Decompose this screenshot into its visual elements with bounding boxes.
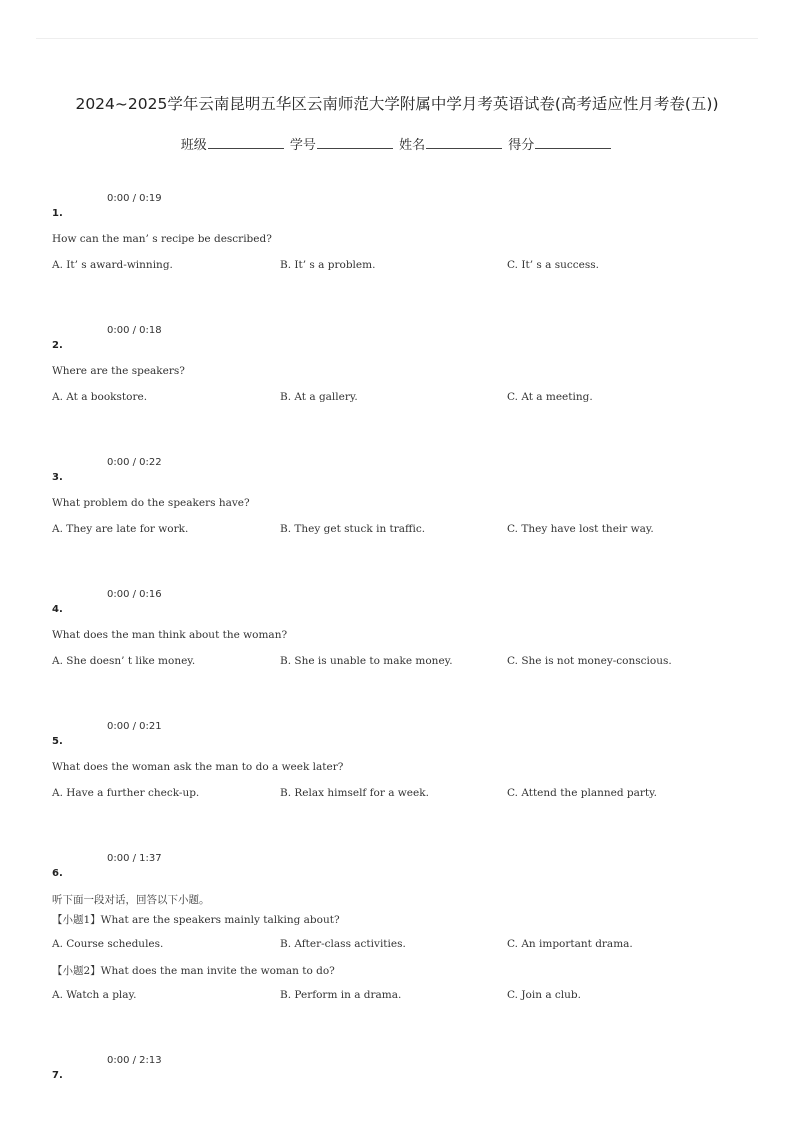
option-a: A. Have a further check-up. — [52, 787, 200, 799]
question-text: What problem do the speakers have? — [52, 497, 250, 509]
question-text: How can the man’ s recipe be described? — [52, 233, 272, 245]
audio-timestamp[interactable]: 0:00 / 1:37 — [107, 853, 162, 864]
question-text: What does the man think about the woman? — [52, 629, 288, 641]
option-b: B. Relax himself for a week. — [280, 787, 429, 799]
class-blank[interactable] — [208, 136, 284, 149]
name-blank[interactable] — [426, 136, 502, 149]
audio-timestamp[interactable]: 0:00 / 0:16 — [107, 589, 162, 600]
option-c: C. They have lost their way. — [507, 523, 654, 535]
option-c: C. At a meeting. — [507, 391, 593, 403]
student-id-label: 学号 — [289, 138, 316, 153]
audio-timestamp[interactable]: 0:00 / 0:21 — [107, 721, 162, 732]
question-number: 5. — [52, 736, 63, 747]
question-number: 3. — [52, 472, 63, 483]
question-intro: 听下面一段对话，回答以下小题。 — [52, 894, 210, 906]
score-label: 得分 — [508, 138, 535, 153]
option-a: A. She doesn’ t like money. — [52, 655, 196, 667]
audio-timestamp[interactable]: 0:00 / 0:18 — [107, 325, 162, 336]
question-number: 7. — [52, 1070, 63, 1081]
subquestion-2-option-a: A. Watch a play. — [52, 989, 137, 1001]
option-b: B. They get stuck in traffic. — [280, 523, 426, 535]
option-a: A. At a bookstore. — [52, 391, 148, 403]
subquestion-2-option-c: C. Join a club. — [507, 989, 581, 1001]
subquestion-1-option-b: B. After-class activities. — [280, 938, 406, 950]
name-label: 姓名 — [399, 138, 426, 153]
option-b: B. It’ s a problem. — [280, 259, 376, 271]
subquestion-2-text: 【小题2】What does the man invite the woman to do? — [52, 965, 335, 977]
subquestion-1-text: 【小题1】What are the speakers mainly talking about? — [52, 914, 340, 926]
question-number: 6. — [52, 868, 63, 879]
question-text: Where are the speakers? — [52, 365, 185, 377]
option-c: C. It’ s a success. — [507, 259, 599, 271]
class-label: 班级 — [180, 138, 207, 153]
audio-timestamp[interactable]: 0:00 / 0:22 — [107, 457, 162, 468]
question-number: 2. — [52, 340, 63, 351]
audio-timestamp[interactable]: 0:00 / 2:13 — [107, 1055, 162, 1066]
question-number: 1. — [52, 208, 63, 219]
option-b: B. She is unable to make money. — [280, 655, 453, 667]
audio-timestamp[interactable]: 0:00 / 0:19 — [107, 193, 162, 204]
option-a: A. They are late for work. — [52, 523, 189, 535]
subquestion-1-option-a: A. Course schedules. — [52, 938, 164, 950]
subquestion-1-option-c: C. An important drama. — [507, 938, 633, 950]
option-c: C. Attend the planned party. — [507, 787, 657, 799]
option-b: B. At a gallery. — [280, 391, 358, 403]
option-a: A. It’ s award-winning. — [52, 259, 173, 271]
student-id-blank[interactable] — [317, 136, 393, 149]
question-number: 4. — [52, 604, 63, 615]
exam-title: 2024~2025学年云南昆明五华区云南师范大学附属中学月考英语试卷(高考适应性月考卷(五)) — [75, 95, 719, 113]
question-text: What does the woman ask the man to do a week later? — [52, 761, 344, 773]
student-info-row — [0, 134, 794, 153]
top-divider — [36, 38, 758, 39]
subquestion-2-option-b: B. Perform in a drama. — [280, 989, 402, 1001]
option-c: C. She is not money-conscious. — [507, 655, 672, 667]
score-blank[interactable] — [535, 136, 611, 149]
